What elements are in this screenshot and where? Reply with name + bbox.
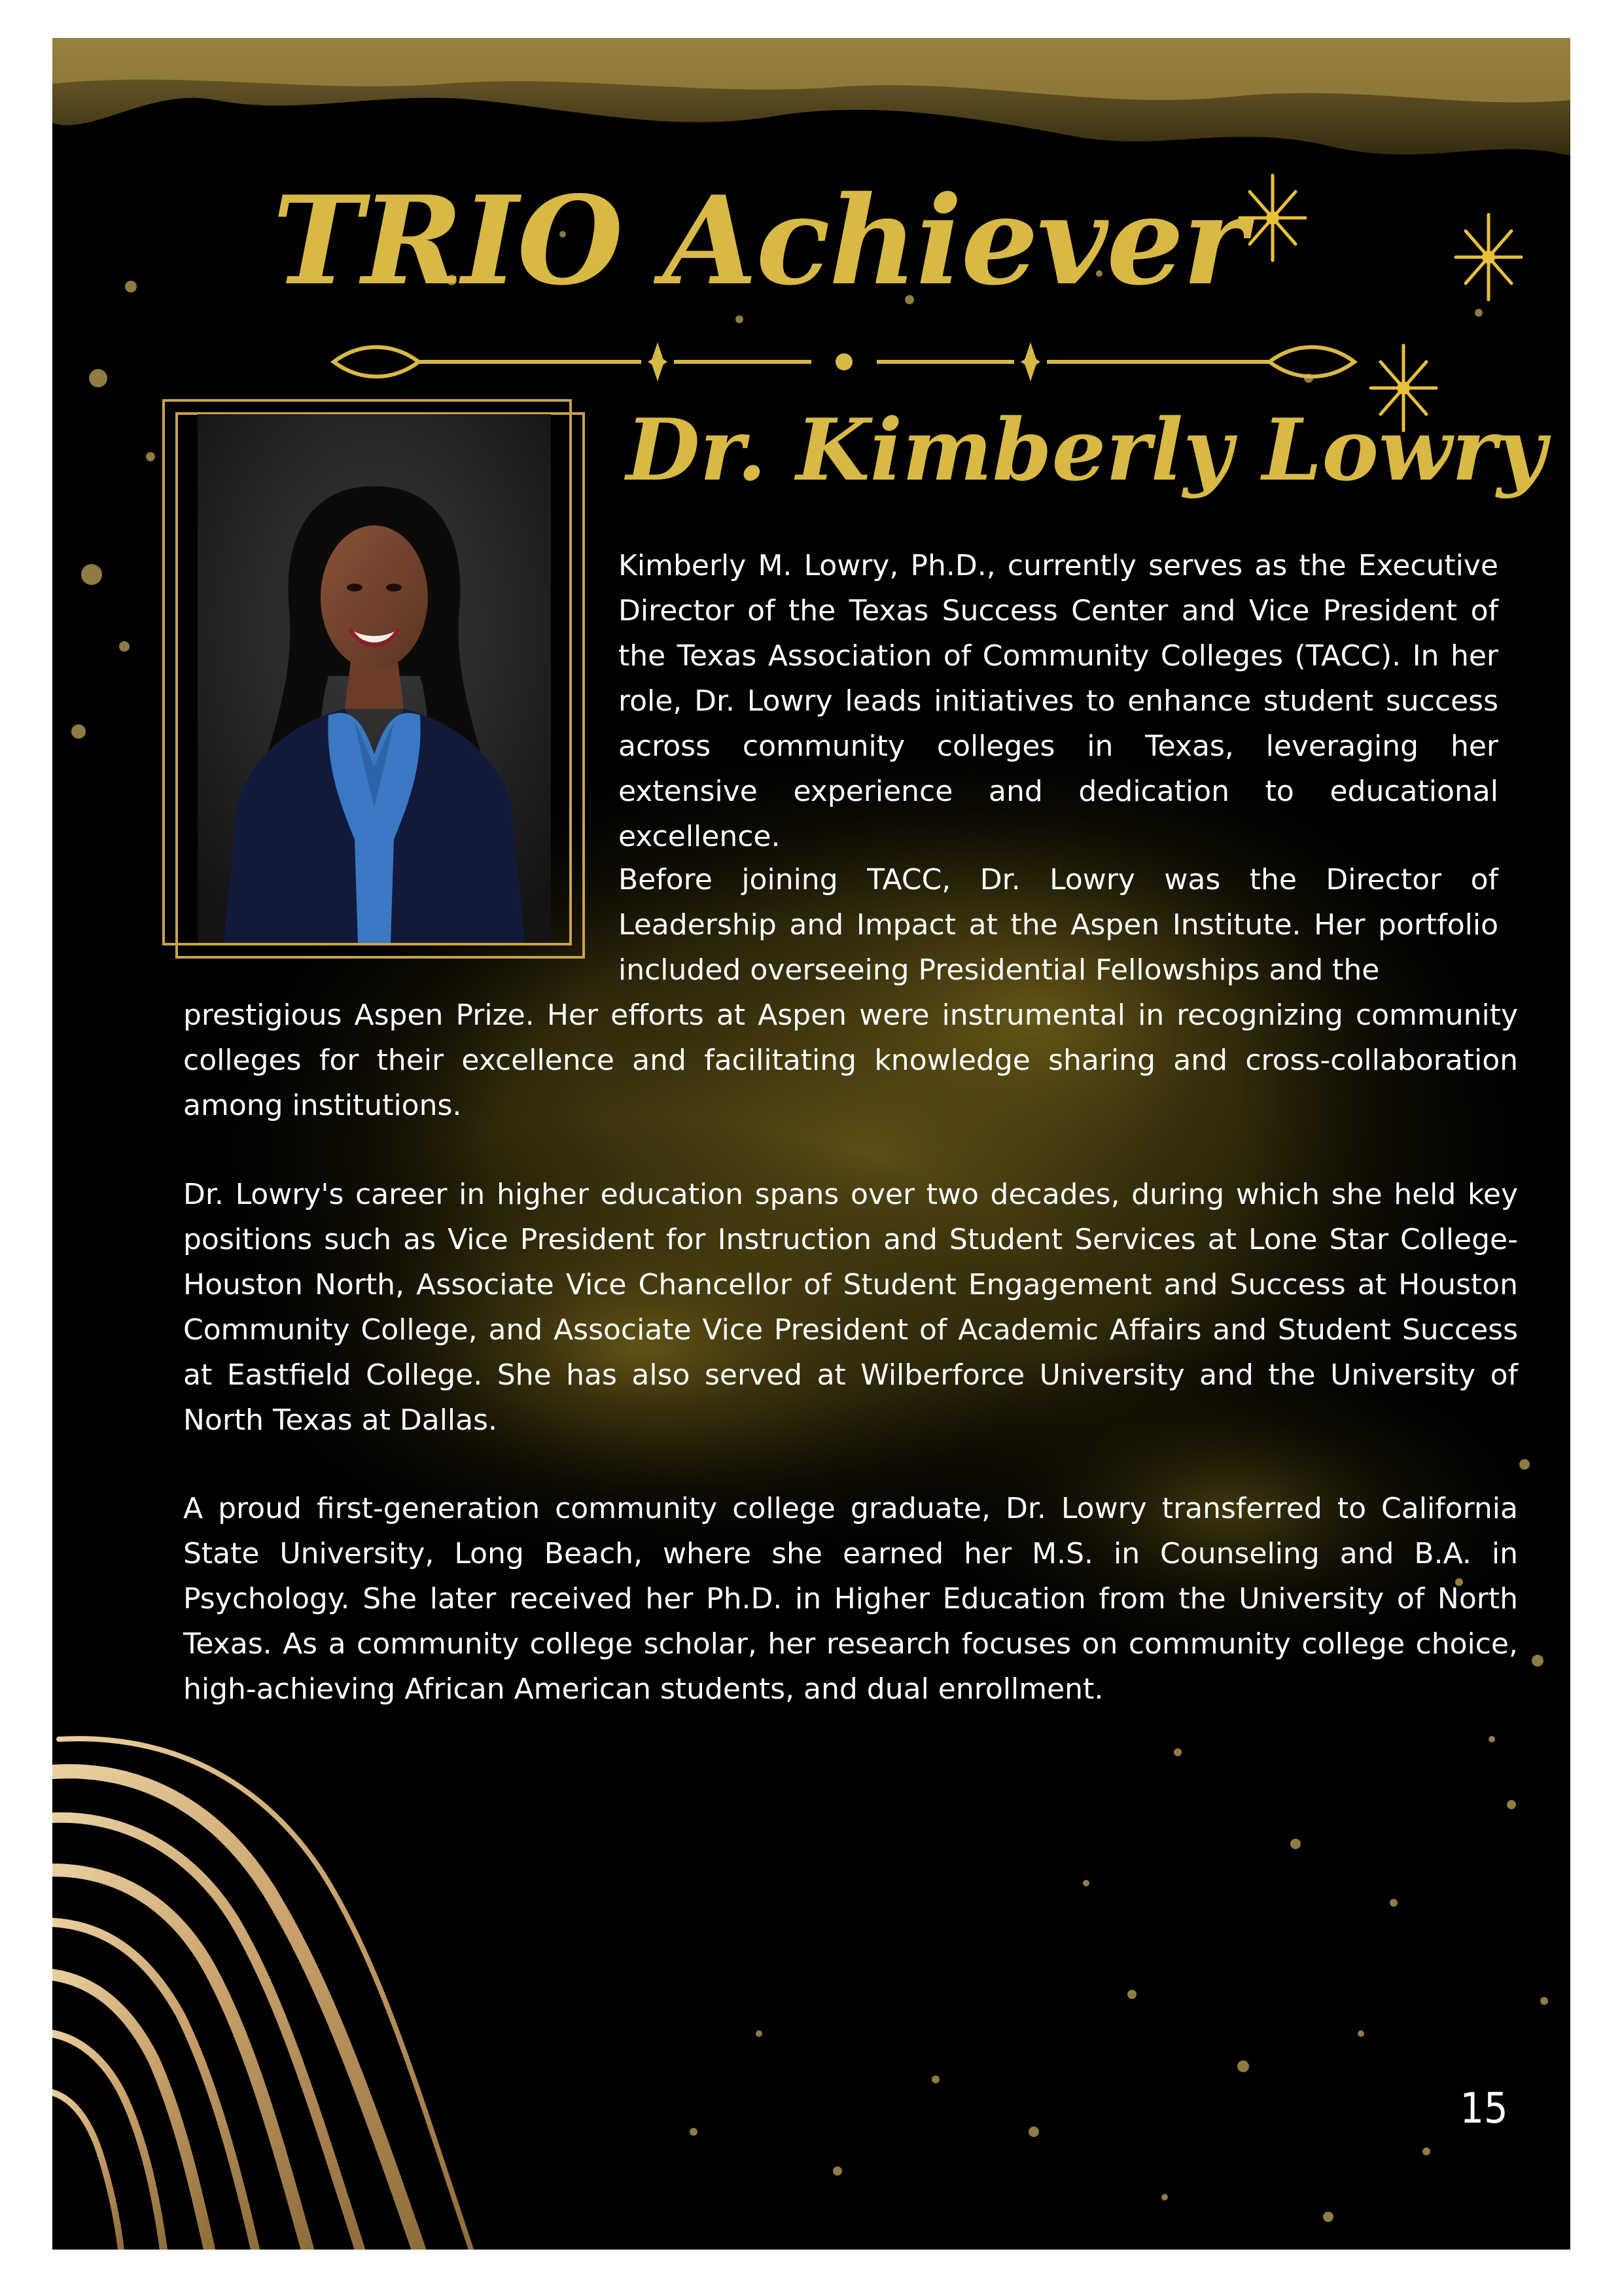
- person-name: Dr. Kimberly Lowry: [626, 400, 1547, 500]
- portrait-photo: [198, 414, 551, 943]
- bio-paragraph-1: Kimberly M. Lowry, Ph.D., currently serves as the Executive Director of the Texas Success Center and Vice President of the Texas Association of Community Colleges (TACC). In her role, Dr. Lowry leads initiatives to enhance student success across community colleges in Texas, leveraging her extensive experience and dedication to educational excellence.: [618, 549, 1498, 853]
- bio-paragraph-4: A proud first-generation community college graduate, Dr. Lowry transferred to California State University, Long Beach, where she earned her M.S. in Counseling and B.A. in Psychology. She later received her Ph.D. in Higher Education from the University of North Texas. As a community college scholar, her research focuses on community college choice, high-achieving African American students, and dual enrollment.: [183, 1492, 1518, 1706]
- sparkle-star-icon: [1453, 211, 1525, 303]
- sparkle-star-icon: [1237, 172, 1309, 264]
- page-number: 15: [1460, 2085, 1508, 2133]
- bio-paragraph-2-end: prestigious Aspen Prize. Her efforts at Aspen were instrumental in recognizing community colleges for their excellence and facilitating knowledge sharing and cross-collaboration among institutions.: [183, 998, 1518, 1122]
- page-title: TRIO Achiever: [272, 169, 1246, 312]
- ornamental-divider: [321, 326, 1367, 398]
- bio-paragraph-3: Dr. Lowry's career in higher education spans over two decades, during which she held key positions such as Vice President for Instruction and Student Services at Lone Star College-Houston North, Associate Vice Chancellor of Student Engagement and Success at Houston Community College, and Associate Vice President of Academic Affairs and Student Success at Eastfield College. She has also served at Wilberforce University and the University of North Texas at Dallas.: [183, 1178, 1518, 1437]
- bio-paragraph-2-start: Before joining TACC, Dr. Lowry was the Director of Leadership and Impact at the Aspen Institute. Her portfolio included overseeing Presidential Fellowships and the: [618, 863, 1498, 987]
- page: [52, 38, 1570, 2250]
